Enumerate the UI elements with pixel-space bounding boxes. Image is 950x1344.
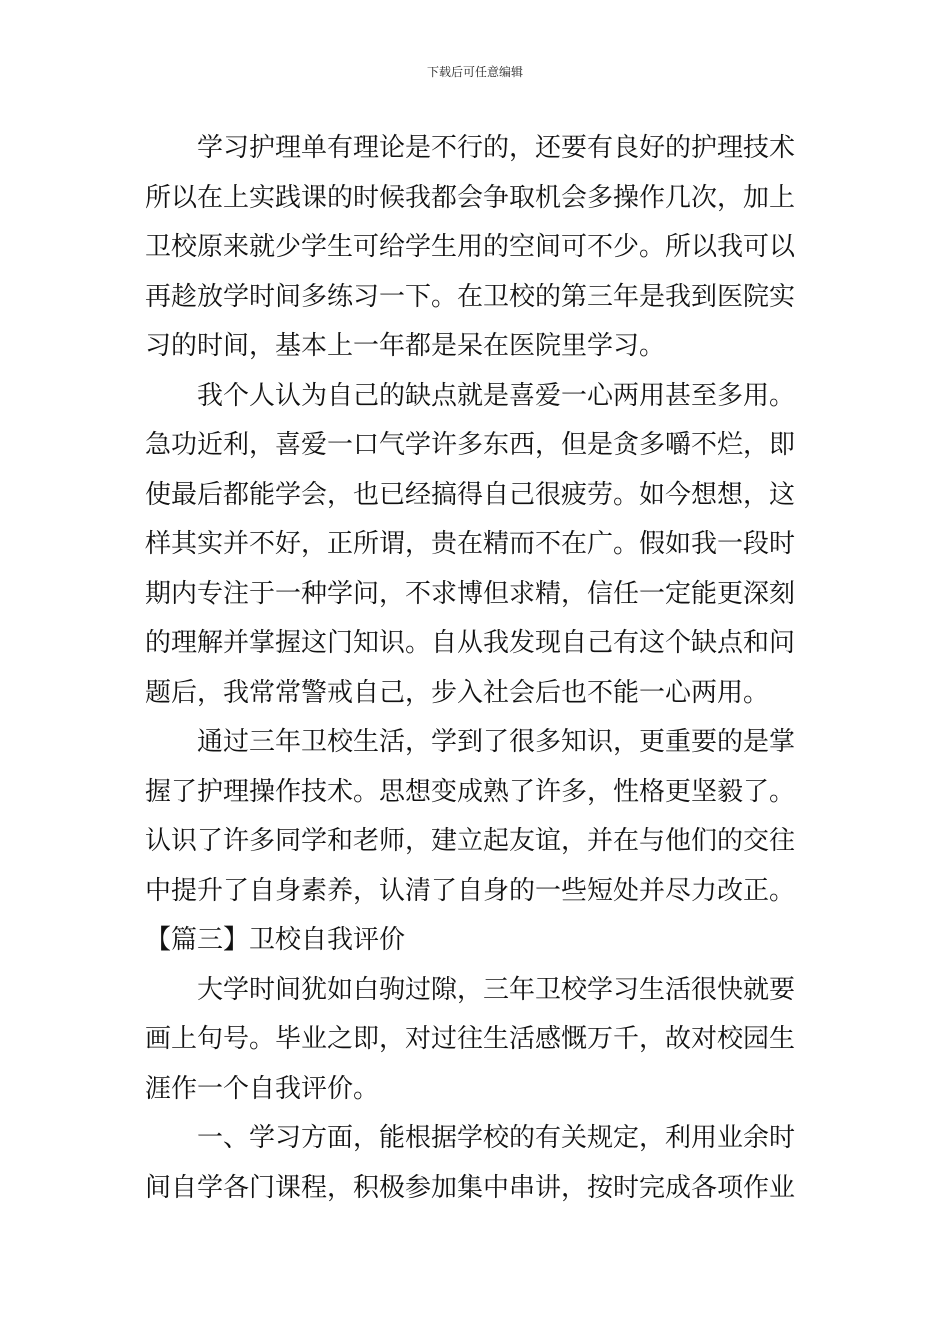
paragraph-line: 一、学习方面，能根据学校的有关规定，利用业余时 bbox=[197, 1123, 796, 1153]
paragraph-line: 所以在上实践课的时候我都会争取机会多操作几次，加上 bbox=[145, 182, 796, 213]
paragraph-line: 的理解并掌握这门知识。自从我发现自己有这个缺点和问 bbox=[145, 628, 796, 658]
document-body bbox=[145, 124, 807, 1213]
paragraph-line: 期内专注于一种学问，不求博但求精，信任一定能更深刻 bbox=[145, 578, 796, 609]
paragraph-line: 习的时间，基本上一年都是呆在医院里学习。 bbox=[145, 331, 666, 361]
section-heading: 【篇三】卫校自我评价 bbox=[145, 925, 406, 955]
paragraph-line: 中提升了自身素养，认清了自身的一些短处并尽力改正。 bbox=[145, 875, 796, 906]
paragraph-line: 学习护理单有理论是不行的，还要有良好的护理技术 bbox=[197, 133, 796, 163]
paragraph-line: 我个人认为自己的缺点就是喜爱一心两用甚至多用。 bbox=[197, 380, 796, 411]
paragraph-line: 样其实并不好，正所谓，贵在精而不在广。假如我一段时 bbox=[145, 529, 796, 559]
paragraph-line: 认识了许多同学和老师，建立起友谊，并在与他们的交往 bbox=[145, 826, 796, 856]
paragraph-line: 再趁放学时间多练习一下。在卫校的第三年是我到医院实 bbox=[145, 281, 796, 312]
paragraph-line: 使最后都能学会，也已经搞得自己很疲劳。如今想想，这 bbox=[145, 479, 796, 510]
paragraph-line: 卫校原来就少学生可给学生用的空间可不少。所以我可以 bbox=[145, 232, 796, 262]
paragraph-line: 涯作一个自我评价。 bbox=[145, 1073, 380, 1104]
paragraph-line: 大学时间犹如白驹过隙，三年卫校学习生活很快就要 bbox=[197, 974, 796, 1005]
page-header-note: 下载后可任意编辑 bbox=[426, 65, 523, 79]
paragraph-line: 通过三年卫校生活，学到了很多知识，更重要的是掌 bbox=[197, 727, 796, 757]
paragraph-line: 握了护理操作技术。思想变成熟了许多，性格更坚毅了。 bbox=[145, 776, 796, 807]
paragraph-line: 画上句号。毕业之即，对过往生活感慨万千，故对校园生 bbox=[145, 1024, 796, 1054]
paragraph-line: 急功近利，喜爱一口气学许多东西，但是贪多嚼不烂，即 bbox=[145, 430, 796, 460]
paragraph-line: 题后，我常常警戒自己，步入社会后也不能一心两用。 bbox=[145, 677, 770, 708]
paragraph-line: 间自学各门课程，积极参加集中串讲，按时完成各项作业 bbox=[145, 1172, 796, 1203]
